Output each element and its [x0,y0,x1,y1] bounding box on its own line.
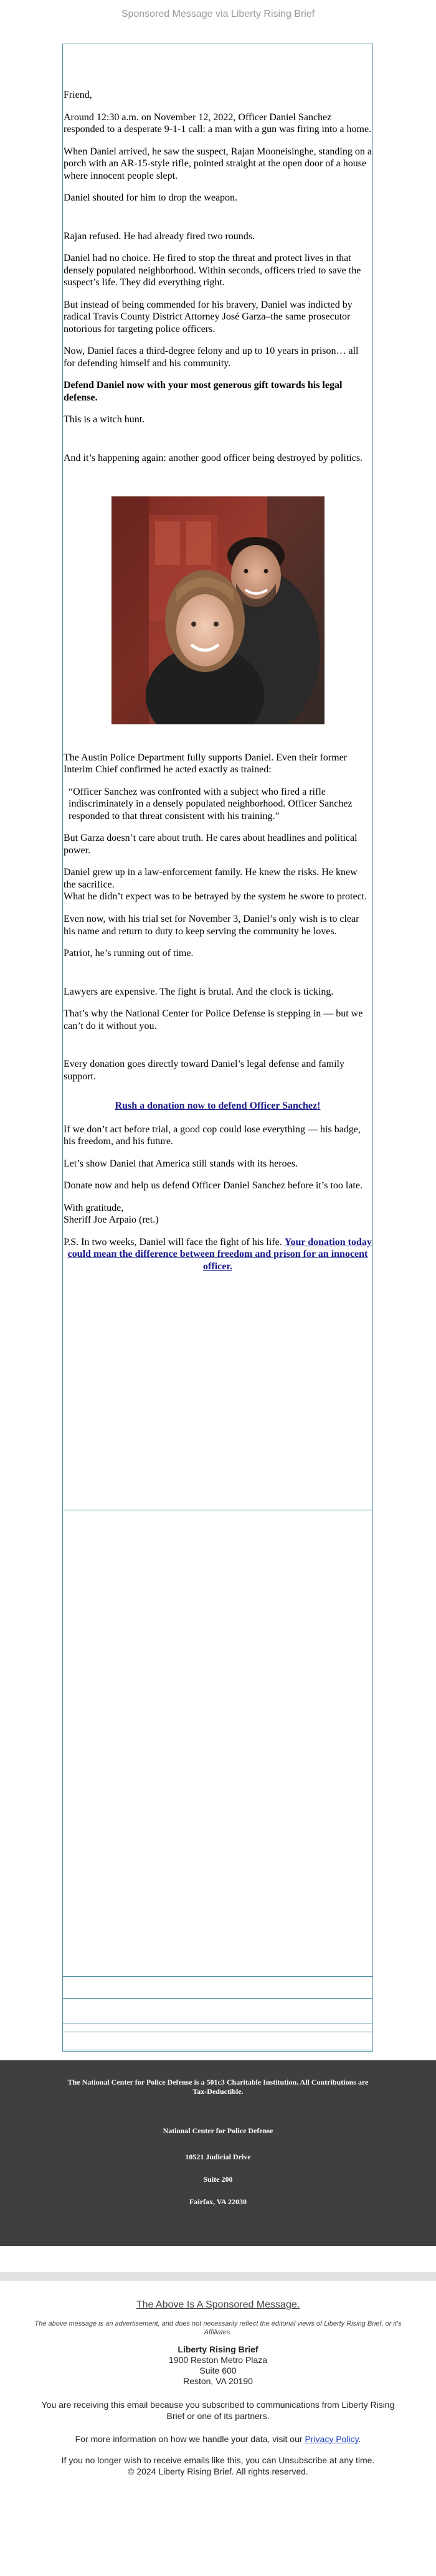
sponsored-disclaimer: The above message is an advertisement, and does not necessarily reflect the editorial views of Liberty Rising Brief, or it's Affiliates. [34,2320,402,2337]
sponsored-banner: Sponsored Message via Liberty Rising Brief [121,9,315,19]
signoff: With gratitude, [64,1202,124,1213]
brand-address-3: Reston, VA 20190 [183,2376,253,2386]
paragraph: Daniel had no choice. He fired to stop the threat and protect lives in that densely populated neighborhood. Within seconds, officers tried to save the suspect’s life. They did everything right. [64,253,361,288]
paragraph: Every donation goes directly toward Daniel’s legal defense and family support. [64,1059,344,1082]
privacy-policy-link[interactable]: Privacy Policy [305,2434,359,2444]
sponsored-title: The Above Is A Sponsored Message. [136,2299,300,2310]
paragraph: Daniel grew up in a law-enforcement family. He knew the risks. He knew the sacrifice. [64,867,358,890]
paragraph: Now, Daniel faces a third-degree felony and up to 10 years in prison… all for defending himself and his community. [64,346,359,369]
brand-name: Liberty Rising Brief [178,2344,258,2354]
privacy-line [0,2434,436,2444]
paragraph: Daniel shouted for him to drop the weapon. [64,192,238,204]
bold-appeal: Defend Daniel now with your most generous gift towards his legal defense. [64,380,343,403]
postscript [64,1236,372,1273]
brand-address-1: 1900 Reston Metro Plaza [169,2355,267,2365]
photo-illustration [111,496,325,724]
paragraph: When Daniel arrived, he saw the suspect, Rajan Mooneisinghe, standing on a porch with an AR-15-style rifle, pointed straight at the open door of a house where innocent people slept. [64,146,372,181]
paragraph: Rajan refused. He had already fired two rounds. [64,230,255,242]
org-footer [0,2060,436,2246]
letter-body [63,44,372,1272]
paragraph: What he didn’t expect was to be betrayed by the system he swore to protect. [64,891,367,902]
org-address-2: Suite 200 [203,2175,233,2184]
paragraph: And it’s happening again: another good officer being destroyed by politics. [64,452,363,463]
paragraph: Let’s show Daniel that America still stands with its heroes. [64,1158,298,1169]
embedded-frame-small [62,2032,373,2050]
paragraph: The Austin Police Department fully supports Daniel. Even their former Interim Chief confirmed he acted exactly as trained: [64,752,347,775]
paragraph: Donate now and help us defend Officer Daniel Sanchez before it’s too late. [64,1180,363,1191]
ps-text: P.S. In two weeks, Daniel will face the fight of his life. [64,1236,282,1248]
privacy-text: For more information on how we handle your data, visit our [75,2434,303,2444]
copyright: © 2024 Liberty Rising Brief. All rights reserved. [128,2466,308,2476]
subscription-notice: You are receiving this email because you subscribed to communications from Liberty Rising Brief or one of its partners. [41,2400,395,2422]
paragraph: Patriot, he’s running out of time. [64,948,194,959]
officer-photo [111,496,325,724]
cta-container [64,1100,372,1112]
embedded-frame [62,1510,373,1977]
paragraph: But Garza doesn’t care about truth. He cares about headlines and political power. [64,833,358,856]
brand-address-2: Suite 600 [199,2365,237,2375]
paragraph: If we don’t act before trial, a good cop could lose everything — his badge, his freedom, and his future. [64,1124,361,1147]
paragraph: That’s why the National Center for Police Defense is stepping in — but we can’t do it without you. [64,1008,363,1031]
org-name: National Center for Police Defense [163,2126,273,2135]
org-city: Fairfax, VA 22030 [189,2197,247,2206]
donate-cta-link[interactable]: Rush a donation now to defend Officer Sanchez! [115,1101,321,1112]
org-address-1: 10521 Judicial Drive [185,2152,251,2161]
paragraph: Even now, with his trial set for November 3, Daniel’s only wish is to clear his name and return to duty to keep serving the community he loves. [64,913,359,937]
paragraph: Around 12:30 a.m. on November 12, 2022, Officer Daniel Sanchez responded to a desperate 9-1-1 call: a man with a gun was firing into a home. [64,111,372,135]
greeting: Friend, [64,90,92,100]
paragraph: But instead of being commended for his bravery, Daniel was indicted by radical Travis County District Attorney José Garza–the same prosecutor notorious for targeting police officers. [64,299,353,334]
signature: Sheriff Joe Arpaio (ret.) [64,1215,159,1226]
embedded-frame-small [62,1998,373,2024]
paragraph: Lawyers are expensive. The fight is brutal. And the clock is ticking. [64,986,334,997]
divider-strip [0,2272,436,2281]
tax-note: The National Center for Police Defense is a 501c3 Charitable Institution. All Contributions are Tax-Deductible. [67,2078,369,2096]
photo-container [64,496,372,728]
privacy-period: . [358,2434,361,2444]
police-chief-quote: “Officer Sanchez was confronted with a subject who fired a rifle indiscriminately in a densely populated neighborhood. Officer Sanchez responded to that threat consistent with his training.” [69,786,353,822]
paragraph: This is a witch hunt. [64,414,145,425]
ps-donate-link[interactable]: Your donation today could mean the difference between freedom and prison for an innocent officer. [67,1236,372,1272]
unsubscribe-notice: If you no longer wish to receive emails like this, you can Unsubscribe at any time. [61,2455,375,2465]
